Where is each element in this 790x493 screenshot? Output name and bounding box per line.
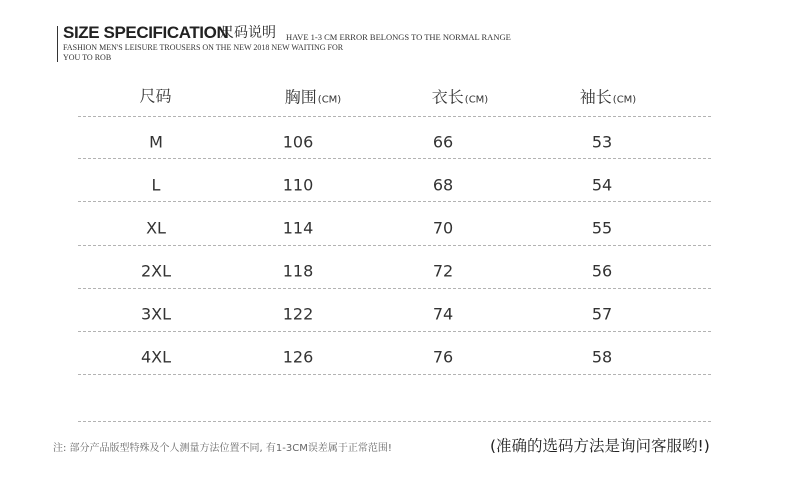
table-cell: 74	[432, 304, 454, 324]
column-header-unit: (CM)	[464, 94, 489, 106]
subtitle-line-1: FASHION MEN'S LEISURE TROUSERS ON THE NEW 2018 NEW WAITING FOR	[63, 43, 344, 52]
column-header-label: 胸围	[284, 87, 317, 107]
column-header-length	[432, 85, 488, 108]
column-header-size	[139, 84, 172, 107]
size-advice-note: (准确的选码方法是询问客服哟!)	[490, 437, 710, 455]
table-cell: 55	[591, 218, 613, 238]
table-cell: 58	[591, 347, 613, 367]
table-cell: L	[151, 175, 161, 195]
error-range-note: HAVE 1-3 CM ERROR BELONGS TO THE NORMAL RANGE	[286, 32, 511, 42]
subtitle-line-2: YOU TO ROB	[63, 53, 112, 62]
row-divider	[78, 116, 711, 117]
row-divider	[78, 245, 711, 246]
title-accent-bar	[57, 26, 58, 62]
table-cell: 54	[591, 175, 613, 195]
row-divider	[78, 421, 711, 422]
table-cell: 106	[282, 132, 314, 152]
table-cell: 110	[282, 175, 314, 195]
table-cell: 57	[591, 304, 613, 324]
column-header-unit: (CM)	[612, 94, 637, 106]
row-divider	[78, 331, 711, 332]
table-cell: 122	[282, 304, 314, 324]
table-cell: 2XL	[140, 261, 172, 281]
row-divider	[78, 158, 711, 159]
table-cell: 114	[282, 218, 314, 238]
table-cell: 126	[282, 347, 314, 367]
table-cell: XL	[146, 218, 166, 238]
row-divider	[78, 201, 711, 202]
column-header-label: 尺码	[139, 86, 172, 106]
column-header-sleeve	[580, 85, 636, 108]
table-cell: 53	[591, 132, 613, 152]
table-cell: 68	[432, 175, 454, 195]
column-header-label: 衣长	[431, 87, 464, 107]
page-title-chinese: 尺码说明	[220, 25, 276, 41]
page-title: SIZE SPECIFICATION	[63, 23, 229, 42]
table-cell: 66	[432, 132, 454, 152]
column-header-unit: (CM)	[317, 94, 342, 106]
table-cell: 4XL	[140, 347, 172, 367]
column-header-label: 袖长	[579, 87, 612, 107]
table-cell: M	[149, 132, 163, 152]
table-cell: 72	[432, 261, 454, 281]
table-cell: 76	[432, 347, 454, 367]
row-divider	[78, 374, 711, 375]
table-cell: 118	[282, 261, 314, 281]
column-header-chest	[285, 85, 341, 108]
table-cell: 56	[591, 261, 613, 281]
row-divider	[78, 288, 711, 289]
table-cell: 3XL	[140, 304, 172, 324]
table-cell: 70	[432, 218, 454, 238]
measurement-footnote: 注: 部分产品版型特殊及个人测量方法位置不同, 有1-3CM误差属于正常范围!	[53, 443, 392, 454]
